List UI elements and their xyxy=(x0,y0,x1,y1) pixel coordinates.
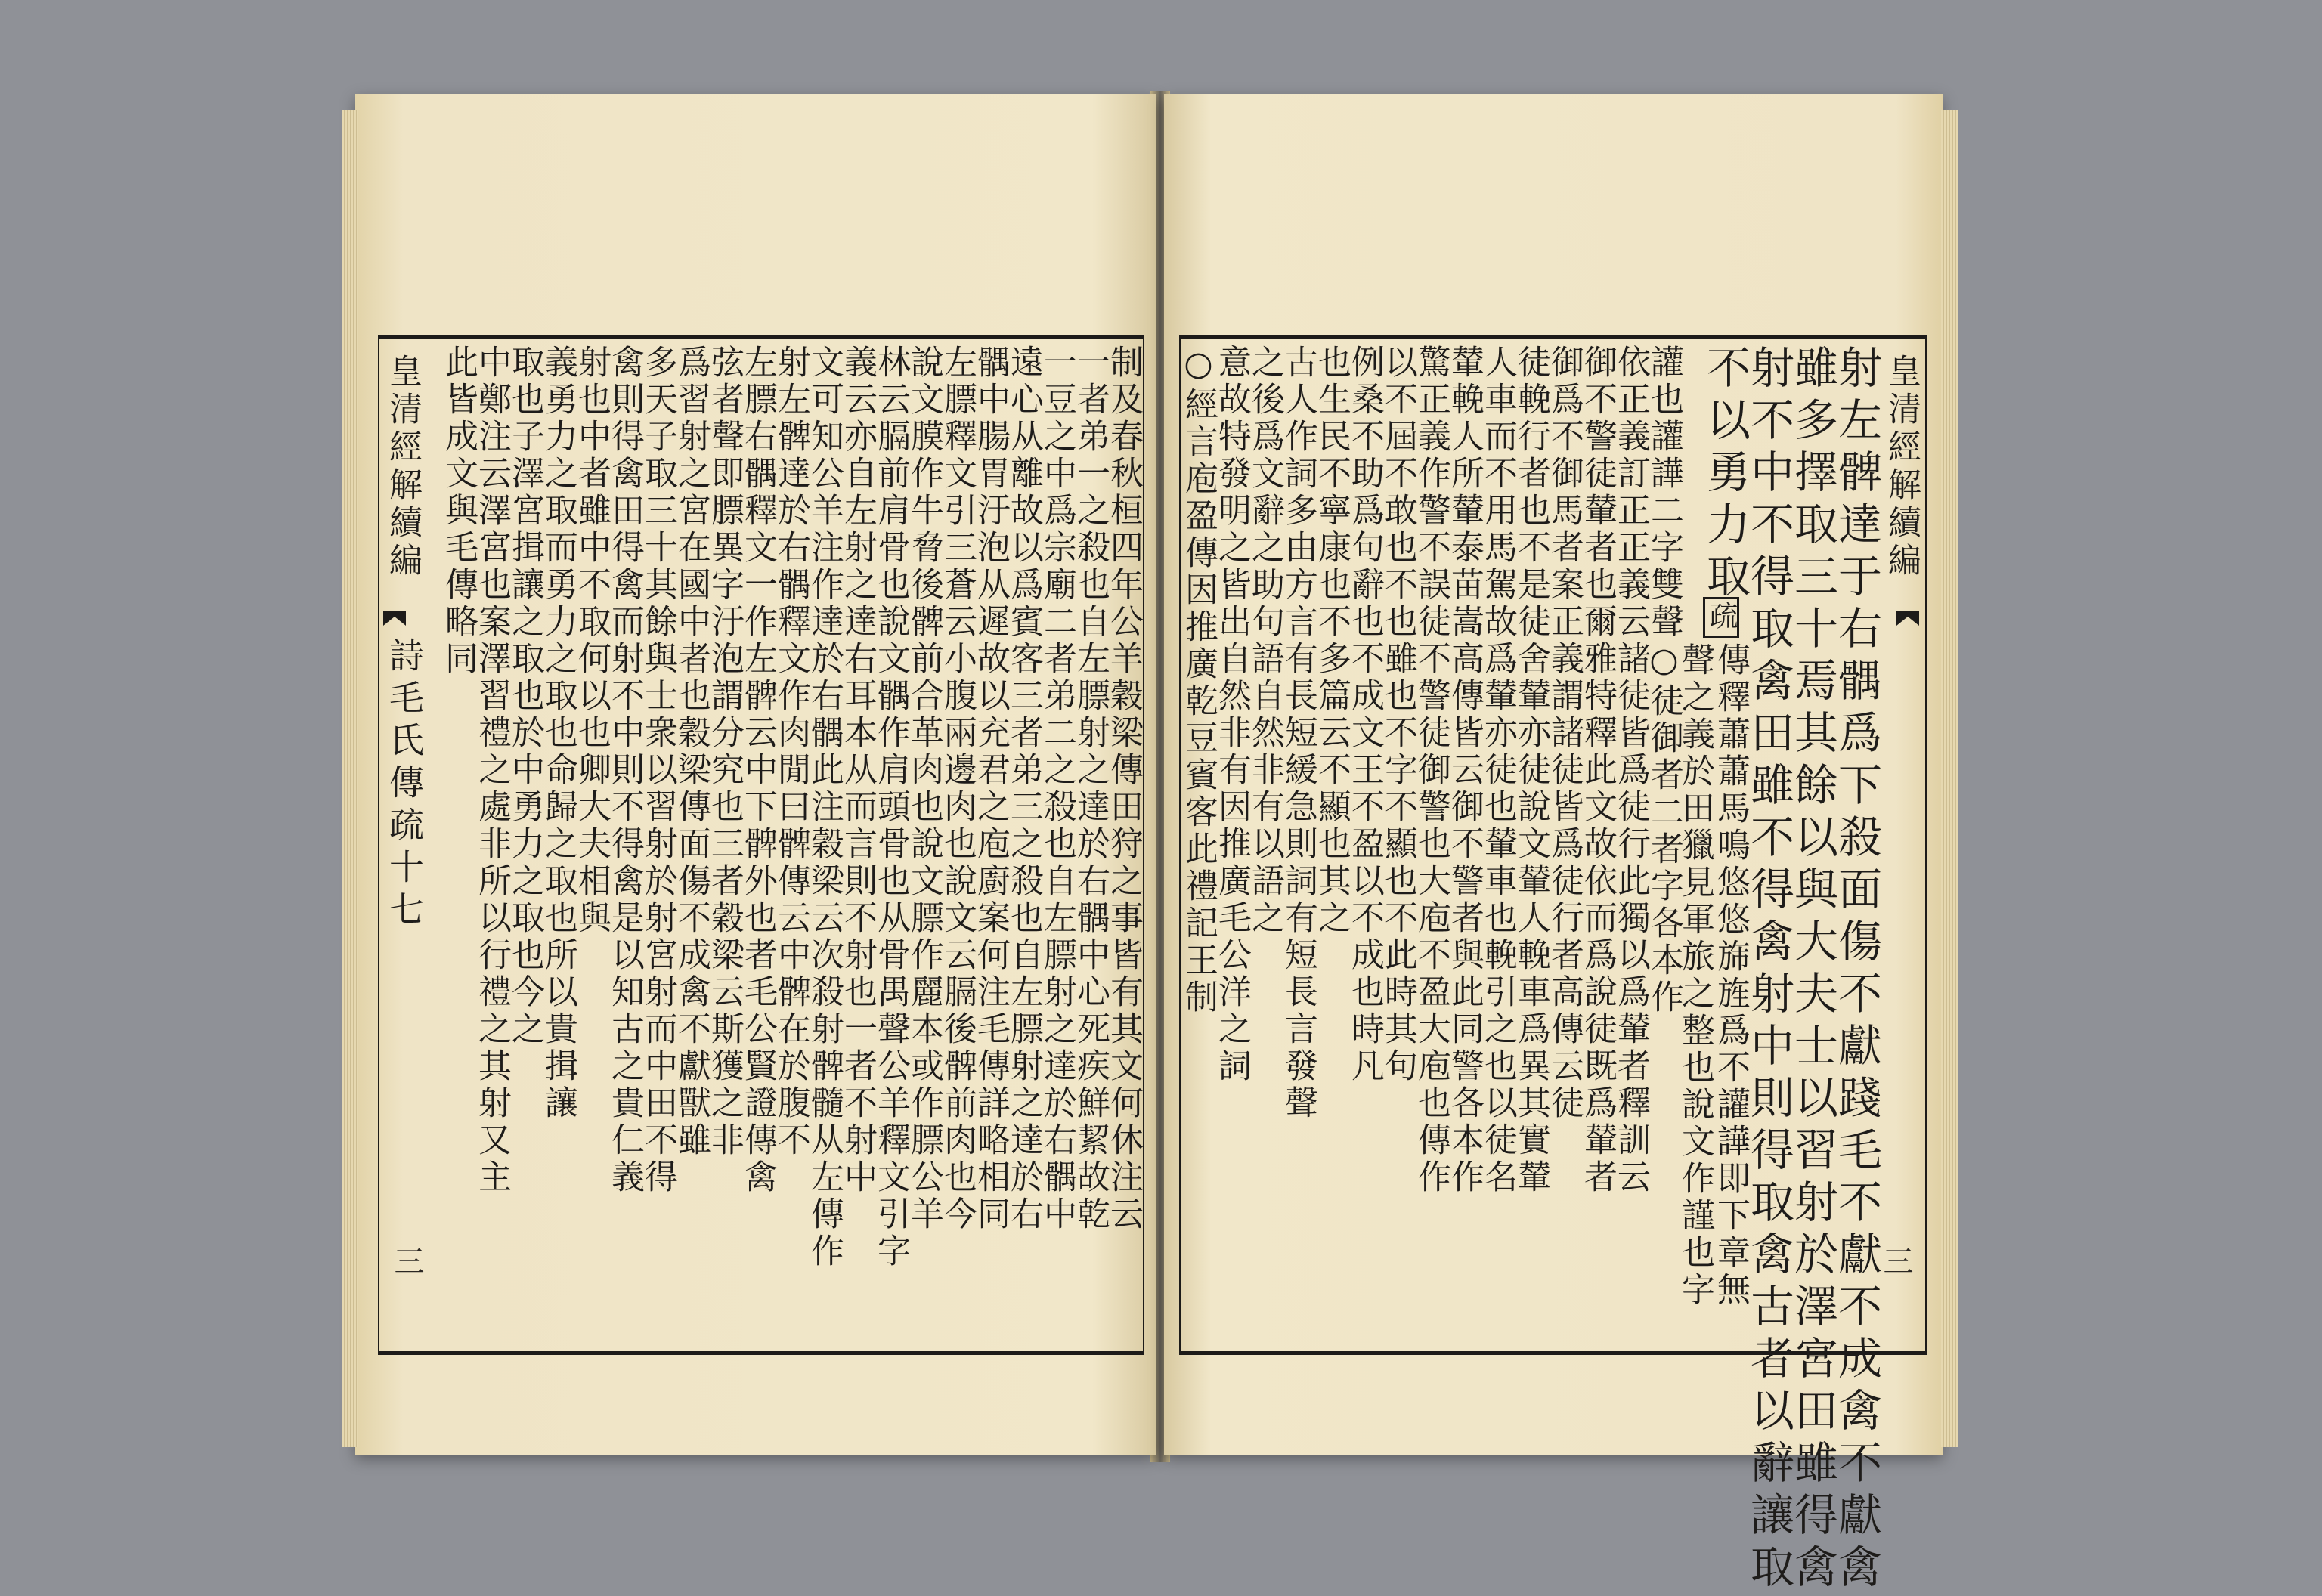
commentary-column: 髃中腸胃汙泡从遲故以充君之庖廚案何注毛傳詳略相同 xyxy=(971,345,1010,1233)
commentary-column: 義勇力之取而勇力之取也命歸之取也所以貴揖讓 xyxy=(539,345,577,1122)
commentary-column: 依正義訂正正義云諸徒皆爲徒行此獨以爲輦者釋訓云 xyxy=(1611,345,1650,1196)
main-text-column: 射左髀達于右髃爲下殺面傷不獻踐毛不獻不成禽不獻禽 xyxy=(1831,345,1882,1596)
commentary-column: 讙也讙譁二字雙聲○徒御者二者字各本作 xyxy=(1645,345,1683,1016)
main-text-column-with-commentary xyxy=(1676,345,1751,1345)
right-fishtail-mark xyxy=(1896,611,1919,626)
right-page xyxy=(1164,94,1943,1596)
commentary-column: 弦者聲即膘異字汙泡謂分究也三者穀梁云斯獲之非 xyxy=(705,345,744,1159)
commentary-column: 也生民不寧康也不多篇云不顯也其之 xyxy=(1312,345,1351,937)
commentary-column: 輦輓人所輦泰苗嵩高傳皆云御不警者與此同警各本作 xyxy=(1445,345,1484,1196)
left-page-edges xyxy=(342,110,358,1447)
commentary-column: 禽則得禽田得禽而射不中則不得禽是以知古之貴仁義 xyxy=(605,345,644,1196)
commentary-column: 射也中者雖中不取何以也卿大夫相與 xyxy=(572,345,611,937)
commentary-column: 左膘釋文引三蒼云小腹兩邊肉也說文云膈後髀前肉也今 xyxy=(938,345,977,1233)
main-text-column: 雖多擇取三十焉其餘以與大夫士以習射於澤宮田雖得禽 xyxy=(1787,345,1838,1596)
commentary-column: 林云膈前肩骨也說文髃作肩頭骨也从骨禺聲公羊釋文引字 xyxy=(872,345,910,1270)
commentary-column: 之後爲文辭之助句語自然非有以語之 xyxy=(1246,345,1284,937)
commentary-column: 義云亦自左射之達右耳本从而言則不射也一者不射中 xyxy=(838,345,877,1196)
commentary-column: 御不警徒輦者也爾雅特釋此文故依而爲說徒既爲輦者 xyxy=(1578,345,1617,1196)
commentary-column: 人車而不用馬駕故爲輦亦徒也輦車也輓引之也以徒名 xyxy=(1478,345,1517,1196)
left-fishtail-mark xyxy=(383,611,406,626)
open-book xyxy=(355,94,1943,1596)
commentary-column: ○經言庖盈傳因推廣乾豆賓客此禮記王制 xyxy=(1179,345,1218,1016)
commentary-column: 爲習射之宮在國中者也穀梁傳面傷不成禽不獻獸雖 xyxy=(672,345,711,1159)
commentary-marker: 疏 xyxy=(1703,597,1739,638)
right-folio: 三 xyxy=(1878,1245,1913,1276)
commentary-column: 取也子澤宮揖讓之取也於中勇力之取也今之 xyxy=(506,345,544,1048)
commentary-column: 例桑不助爲句辭也不成文王不盈以不成也時凡 xyxy=(1345,345,1384,1085)
right-margin-title: 皇清經解續編 xyxy=(1882,354,1921,580)
commentary-column: 多天子取三十其餘與士衆以習射於射宮射而中田不得 xyxy=(639,345,677,1196)
right-columns xyxy=(1179,345,1882,1596)
main-text-column: 射不中不得取禽田雖不得禽射中則得取禽古者以辭讓取 xyxy=(1743,345,1794,1596)
commentary-pair xyxy=(1676,642,1750,1309)
commentary-column: 射左髀達於右髃釋文作肉閒曰髀傳云中髀在於腹不 xyxy=(772,345,810,1159)
commentary-column: 驚正義作警不誤徒不警徒御警也大庖不盈大庖也傳作 xyxy=(1412,345,1450,1196)
main-text-fragment: 不以勇力取 xyxy=(1699,345,1751,605)
left-margin-title: 皇清經解續編 xyxy=(383,354,422,580)
commentary-column: 遠心从離故以爲賓客三者弟三之殺也自左膘射之達於右 xyxy=(1005,345,1043,1233)
left-columns xyxy=(437,345,1143,1345)
commentary-column: 說文膜作牛脅後髀前合革肉也說文膘作麗本或作膘公羊 xyxy=(905,345,943,1233)
commentary-text: 傳釋蕭蕭馬鳴悠悠旆旌爲不讙譁即下章無 xyxy=(1711,642,1750,1309)
commentary-column: 一者弟一之殺也自左膘射之達於右髃中心死疾鮮絜故乾 xyxy=(1071,345,1110,1233)
commentary-column: 制及春秋桓四年公羊穀梁傳田狩之事皆有其文何休注云 xyxy=(1104,345,1143,1233)
left-folio: 三 xyxy=(389,1245,424,1276)
right-page-edges xyxy=(1941,110,1958,1447)
commentary-column: 意故特發明之皆出自然非有因推廣毛公洋之詞 xyxy=(1212,345,1251,1085)
commentary-column: 徒輓行者也不是徒舍輦亦徒說文輦人輓車爲異其實輦 xyxy=(1512,345,1550,1196)
commentary-column: 御爲不御馬者案正義謂諸徒皆爲徒行者高傳云徒 xyxy=(1545,345,1584,1122)
commentary-block xyxy=(1179,345,1683,1345)
commentary-column: 以不屆不敢也不也雖也不字不顯也不此時其句 xyxy=(1379,345,1417,1085)
commentary-column: 左膘右髃釋文一作左髀云中下髀外也者毛公賢證傳禽 xyxy=(738,345,777,1196)
left-margin-subtitle: 詩毛氏傳疏十七 xyxy=(384,637,425,933)
commentary-column: 古人作詞多由方言有長短緩急則詞有短長言發聲 xyxy=(1279,345,1317,1122)
commentary-column: 一豆之中爲宗廟二者弟二之殺也自左膘射之達於右髃中 xyxy=(1038,345,1076,1233)
commentary-column: 中鄭注云澤宮也案澤習禮之處非所以行禮之其射又主 xyxy=(472,345,511,1196)
left-page xyxy=(355,94,1156,1455)
commentary-text: 聲之義於田獵見軍旅之整也說文作謹也字 xyxy=(1676,642,1714,1309)
left-text-frame xyxy=(378,335,1144,1355)
commentary-column: 文可知公羊注作達於右髃此注穀梁云次殺射髀髓从左傳作 xyxy=(805,345,844,1270)
commentary-column: 此皆成文與毛傳略同 xyxy=(439,345,478,678)
right-text-frame xyxy=(1179,335,1927,1596)
